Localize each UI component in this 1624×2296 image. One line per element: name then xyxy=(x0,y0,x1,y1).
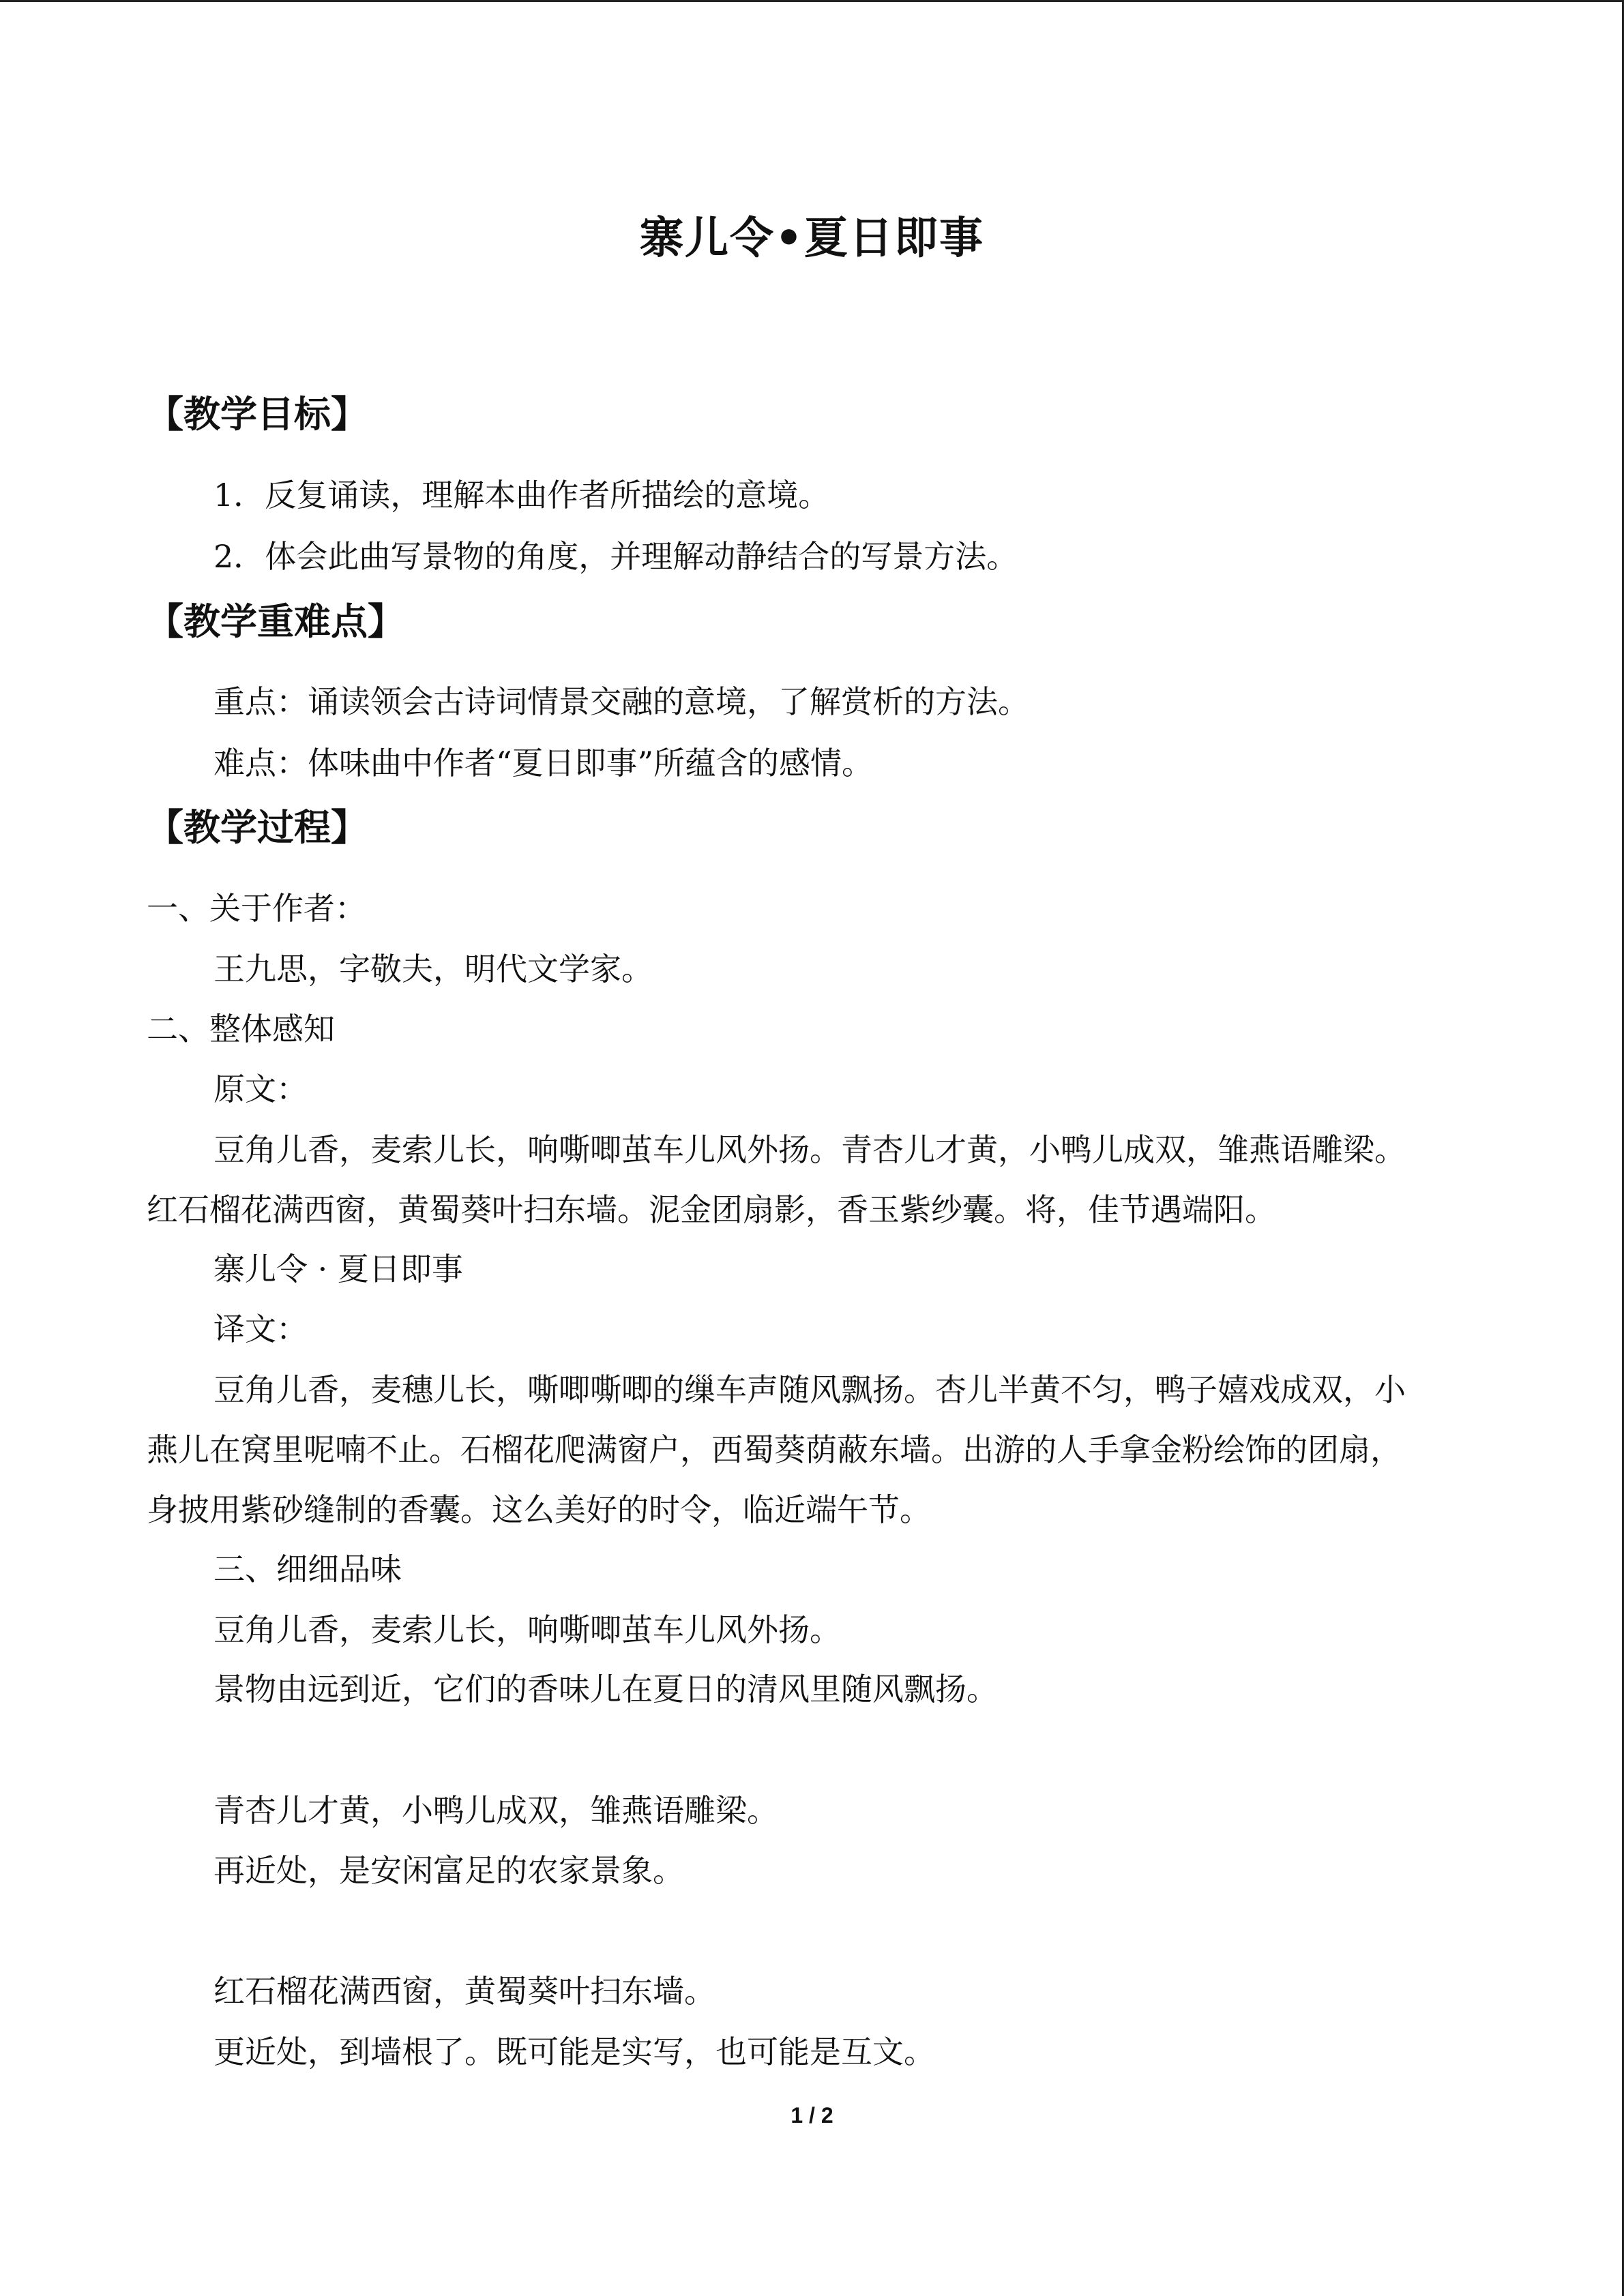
section-heading-key-points: 【教学重难点】 xyxy=(147,599,404,643)
page-number: 1 / 2 xyxy=(791,2103,833,2128)
analysis-verse-1: 豆角儿香，麦索儿长，响嘶唧茧车儿风外扬。 xyxy=(213,1611,841,1648)
translation-line-2: 燕儿在窝里呢喃不止。石榴花爬满窗户，西蜀葵荫蔽东墙。出游的人手拿金粉绘饰的团扇， xyxy=(147,1431,1402,1468)
analysis-verse-3: 红石榴花满西窗，黄蜀葵叶扫东墙。 xyxy=(213,1973,715,2010)
process-part-2-label: 二、整体感知 xyxy=(147,1011,335,1047)
goal-item-2: 2．体会此曲写景物的角度，并理解动静结合的写景方法。 xyxy=(213,538,1018,575)
original-text-line-1: 豆角儿香，麦索儿长，响嘶唧茧车儿风外扬。青杏儿才黄，小鸭儿成双，雏燕语雕梁。 xyxy=(213,1131,1406,1168)
key-point-item-2: 难点：体味曲中作者“夏日即事”所蕴含的感情。 xyxy=(213,745,874,781)
section-heading-goals: 【教学目标】 xyxy=(147,392,368,436)
document-title: 寨儿令•夏日即事 xyxy=(640,213,984,264)
key-point-item-1: 重点：诵读领会古诗词情景交融的意境，了解赏析的方法。 xyxy=(213,683,1029,720)
analysis-note-3: 更近处，到墙根了。既可能是实写，也可能是互文。 xyxy=(213,2033,935,2070)
goal-item-1: 1．反复诵读，理解本曲作者所描绘的意境。 xyxy=(213,477,830,513)
translation-label: 译文： xyxy=(213,1311,308,1347)
author-info-text: 王九思，字敬夫，明代文学家。 xyxy=(213,951,653,987)
original-poem-title: 寨儿令 · 夏日即事 xyxy=(213,1251,463,1287)
original-text-line-2: 红石榴花满西窗，黄蜀葵叶扫东墙。泥金团扇影，香玉紫纱囊。将，佳节遇端阳。 xyxy=(147,1191,1276,1228)
process-part-3-label: 三、细细品味 xyxy=(213,1551,402,1587)
section-heading-process: 【教学过程】 xyxy=(147,805,368,849)
original-text-label: 原文： xyxy=(213,1071,308,1107)
analysis-note-2: 再近处，是安闲富足的农家景象。 xyxy=(213,1852,684,1889)
analysis-note-1: 景物由远到近，它们的香味儿在夏日的清风里随风飘扬。 xyxy=(213,1671,998,1708)
process-part-1-label: 一、关于作者： xyxy=(147,890,366,927)
translation-line-3: 身披用紫砂缝制的香囊。这么美好的时令，临近端午节。 xyxy=(147,1491,931,1528)
analysis-verse-2: 青杏儿才黄，小鸭儿成双，雏燕语雕梁。 xyxy=(213,1792,778,1829)
translation-line-1: 豆角儿香，麦穗儿长，嘶唧嘶唧的缫车声随风飘扬。杏儿半黄不匀，鸭子嬉戏成双，小 xyxy=(213,1371,1406,1408)
